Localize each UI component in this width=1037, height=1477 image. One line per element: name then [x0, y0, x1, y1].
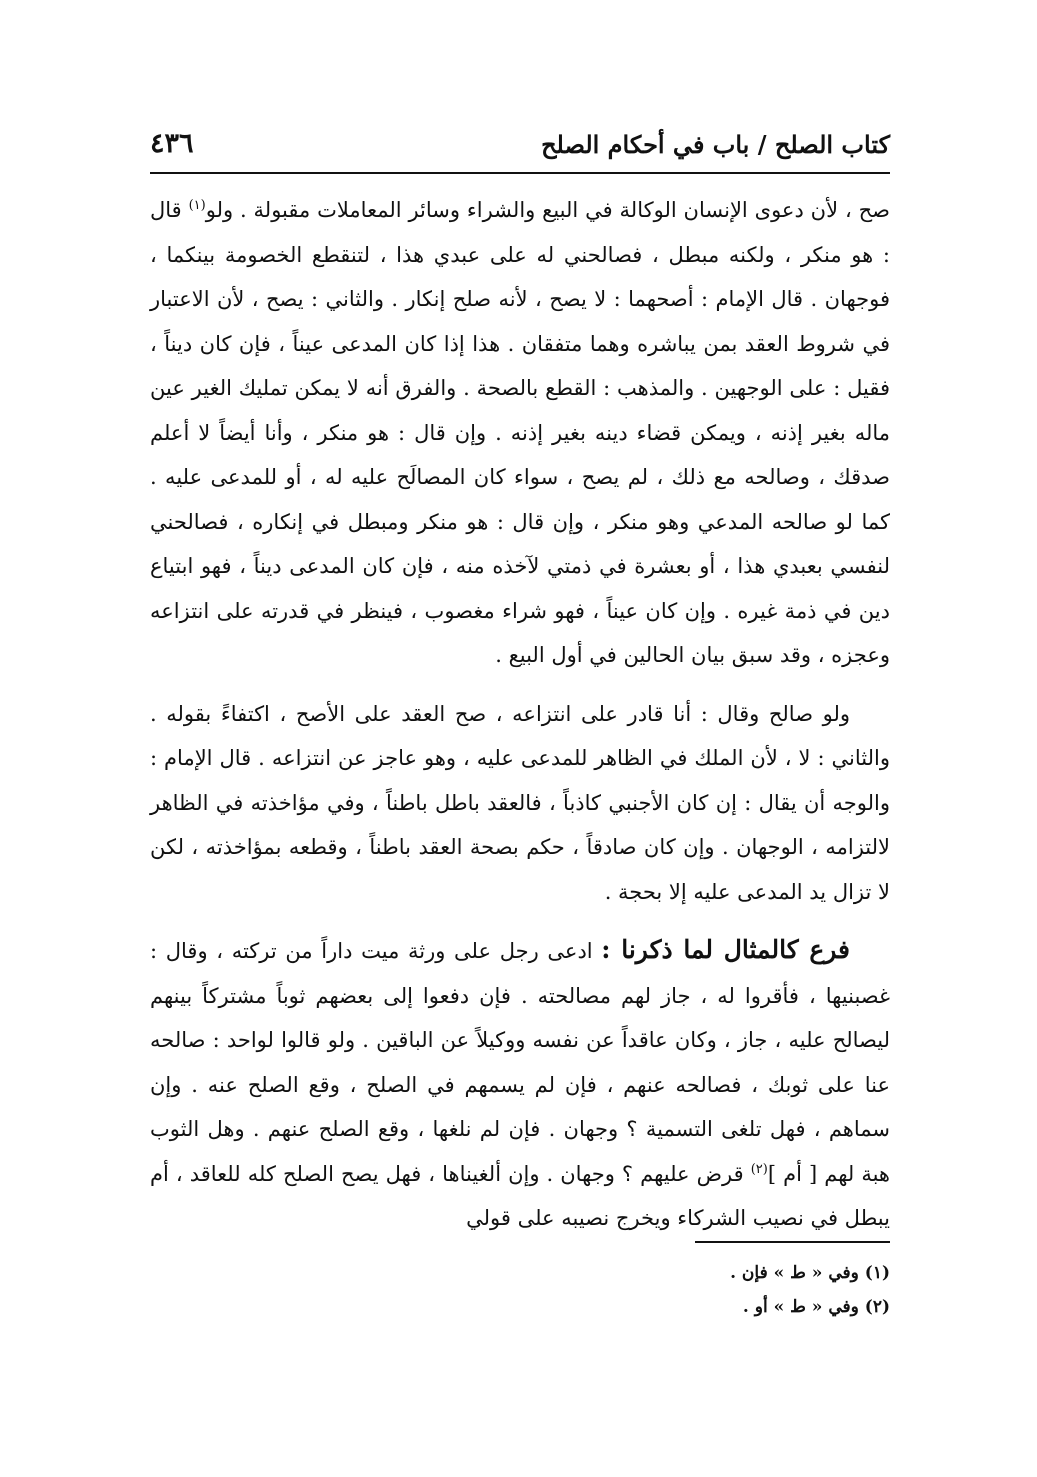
body-text — [150, 188, 890, 1241]
page-header — [150, 128, 890, 178]
footnote-marker-2: (٢) — [750, 1161, 768, 1177]
page-number: ٤٣٦ — [150, 128, 194, 159]
paragraph-3 — [150, 928, 890, 1241]
paragraph-1 — [150, 188, 890, 678]
paragraph-2: ولو صالح وقال : أنا قادر على انتزاعه ، صح العقد على الأصح ، اكتفاءً بقوله . والثاني : لا ، لأن الملك في الظاهر للمدعى عليه ، وهو عاجز عن انتزاعه . قال الإمام : والوجه أن يقال : إن كان الأجنبي كاذباً ، فالعقد باطل باطناً ، وفي مؤاخذته في الظاهر لالتزامه ، الوجهان . وإن كان صادقاً ، حكم بصحة العقد باطناً ، وقطعه بمؤاخذته ، لكن لا تزال يد المدعى عليه إلا بحجة . — [150, 701, 890, 904]
footnote-marker-1: (١) — [188, 198, 206, 213]
paragraph-3-text-b: قرض عليهم ؟ وجهان . وإن ألغيناها ، فهل يصح الصلح كله للعاقد ، أم يبطل في نصيب الشركاء ويخرج نصيبه على قولي — [150, 1161, 890, 1230]
paragraph-3-text-a: ادعى رجل على ورثة ميت داراً من تركته ، وقال : غصبنيها ، فأقروا له ، جاز لهم مصالحته . فإن دفعوا إلى بعضهم ثوباً مشتركاً بينهم ليصالح عليه ، جاز ، وكان عاقداً عن نفسه ووكيلاً عن الباقين . ولو قالوا لواحد : صالحه عنا على ثوبك ، فصالحه عنهم ، فإن لم يسمهم في الصلح ، وقع الصلح عنه . وإن سماهم ، فهل تلغى التسمية ؟ وجهان . فإن لم نلغها ، وقع الصلح عنهم . وهل الثوب هبة لهم [ أم ] — [150, 939, 891, 1186]
running-title: كتاب الصلح / باب في أحكام الصلح — [541, 130, 890, 159]
branch-heading: فرع كالمثال لما ذكرنا : — [601, 935, 850, 964]
paragraph-1-text-a: صح ، لأن دعوى الإنسان الوكالة في البيع والشراء وسائر المعاملات مقبولة . ولو — [205, 198, 890, 222]
footnote-2: (٢) وفي « ط » أو . — [742, 1297, 890, 1317]
footnotes — [390, 1256, 890, 1324]
footnote-1: (١) وفي « ط » فإن . — [730, 1263, 890, 1283]
header-rule — [150, 172, 890, 174]
paragraph-1-text-b: قال : هو منكر ، ولكنه مبطل ، فصالحني له على عبدي هذا ، لتنقطع الخصومة بينكما ، فوجهان . قال الإمام : أصحهما : لا يصح ، لأنه صلح إنكار . والثاني : يصح ، لأن الاعتبار في شروط العقد بمن يباشره وهما متفقان . هذا إذا كان المدعى عيناً ، فإن كان ديناً ، فقيل : على الوجهين . والمذهب : القطع بالصحة . والفرق أنه لا يمكن تمليك الغير عين ماله بغير إذنه ، ويمكن قضاء دينه بغير إذنه . وإن قال : هو منكر ، وأنا أيضاً لا أعلم صدقك ، وصالحه مع ذلك ، لم يصح ، سواء كان المصالَح عليه له ، أو للمدعى عليه . كما لو صالحه المدعي وهو منكر ، وإن قال : هو منكر ومبطل في إنكاره ، فصالحني لنفسي بعبدي هذا ، أو بعشرة في ذمتي لآخذه منه ، فإن كان المدعى ديناً ، فهو ابتياع دين في ذمة غيره . وإن كان عيناً ، فهو شراء مغصوب ، فينظر في قدرته على انتزاعه وعجزه ، وقد سبق بيان الحالين في أول البيع . — [150, 198, 890, 667]
footnote-rule — [695, 1241, 890, 1243]
